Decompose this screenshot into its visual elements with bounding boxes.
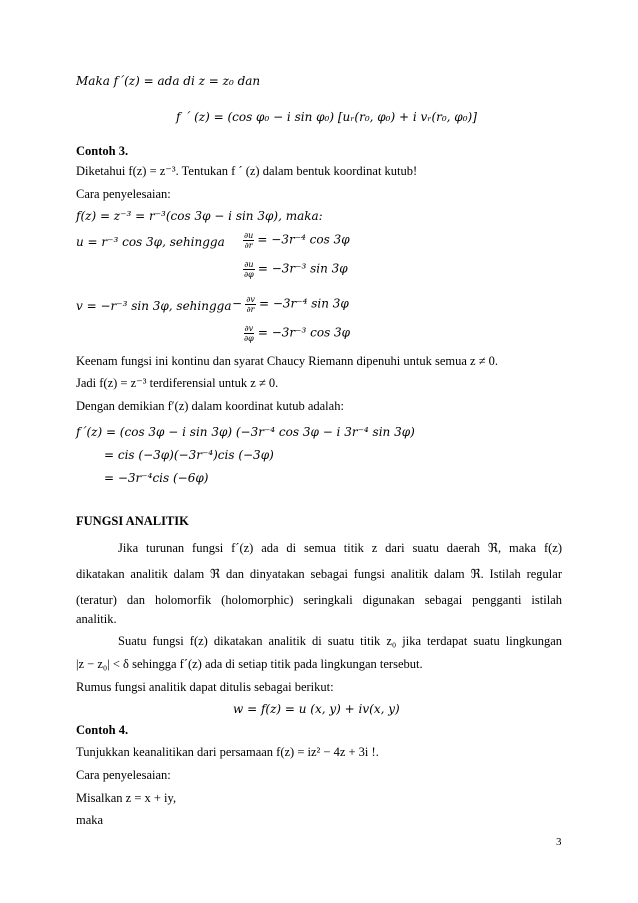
text-line: Cara penyelesaian: (76, 768, 171, 782)
formula-line: f(z) = z⁻³ = r⁻³(cos 3φ − i sin 3φ), maka: (76, 209, 323, 223)
formula-line: u = r⁻³ cos 3φ, sehingga (76, 235, 225, 249)
partial-derivative: $\frac{\partial u}{\partial r}$ = −3r⁻⁴ cos 3φ (244, 231, 350, 250)
partial-derivative: $\frac{\partial u}{\partial\varphi}$ = −3r⁻³ sin 3φ (244, 260, 348, 279)
paragraph-line: analitik. (76, 612, 117, 626)
fraction: $\frac{\partial v}{\partial r}$ (246, 295, 255, 314)
paragraph-line: Jika turunan fungsi f´(z) ada di semua titik z dari suatu daerah ℜ, maka f(z) (118, 541, 562, 555)
formula-line: = cis (−3φ)(−3r⁻⁴)cis (−3φ) (104, 448, 274, 462)
paragraph-line: |z − z₀| < δ sehingga f´(z) ada di setiap titik pada lingkungan tersebut. (76, 657, 423, 671)
text-line: Maka f´(z) = ada di z = z₀ dan (76, 74, 261, 88)
formula-line: = −3r⁻⁴cis (−6φ) (104, 471, 209, 485)
paragraph-line: Suatu fungsi f(z) dikatakan analitik di suatu titik z₀ jika terdapat suatu lingkungan (118, 634, 562, 648)
paragraph-line: (teratur) dan holomorfik (holomorphic) seringkali digunakan sebagai pengganti istilah (76, 593, 562, 607)
text-line: Rumus fungsi analitik dapat ditulis sebagai berikut: (76, 680, 334, 694)
text-line: Misalkan z = x + iy, (76, 791, 177, 805)
heading-contoh-3: Contoh 3. (76, 144, 129, 158)
fraction: $\frac{\partial v}{\partial\varphi}$ (244, 324, 254, 343)
formula-derivative-polar: f ´ (z) = (cos φ₀ − i sin φ₀) [uᵣ(r₀, φ₀) + i vᵣ(r₀, φ₀)] (176, 110, 477, 124)
fraction: $\frac{\partial u}{\partial r}$ (244, 231, 254, 250)
formula-line: v = −r⁻³ sin 3φ, sehingga (76, 299, 232, 313)
text-line: maka (76, 813, 104, 827)
text-line: Keenam fungsi ini kontinu dan syarat Chaucy Riemann dipenuhi untuk semua z ≠ 0. (76, 354, 499, 368)
text-line: Dengan demikian f′(z) dalam koordinat kutub adalah: (76, 399, 344, 413)
page-number: 3 (556, 836, 562, 848)
section-heading: FUNGSI ANALITIK (76, 514, 189, 528)
formula-line: f´(z) = (cos 3φ − i sin 3φ) (−3r⁻⁴ cos 3φ − i 3r⁻⁴ sin 3φ) (76, 425, 415, 439)
partial-derivative: − $\frac{\partial v}{\partial r}$ = −3r⁻⁴ sin 3φ (232, 295, 349, 314)
text-line: Diketahui f(z) = z⁻³. Tentukan f ´ (z) dalam bentuk koordinat kutub! (76, 164, 418, 178)
fraction: $\frac{\partial u}{\partial\varphi}$ (244, 260, 254, 279)
text-line: Tunjukkan keanalitikan dari persamaan f(z) = iz² − 4z + 3i !. (76, 745, 379, 759)
formula-analytic: w = f(z) = u (x, y) + iv(x, y) (233, 702, 400, 716)
heading-contoh-4: Contoh 4. (76, 723, 129, 737)
text-line: Jadi f(z) = z⁻³ terdiferensial untuk z ≠ 0. (76, 376, 279, 390)
text-line: Cara penyelesaian: (76, 187, 171, 201)
paragraph-line: dikatakan analitik dalam ℜ dan dinyatakan sebagai fungsi analitik dalam ℜ. Istilah regular (76, 567, 562, 581)
partial-derivative: $\frac{\partial v}{\partial\varphi}$ = −3r⁻³ cos 3φ (244, 324, 351, 343)
